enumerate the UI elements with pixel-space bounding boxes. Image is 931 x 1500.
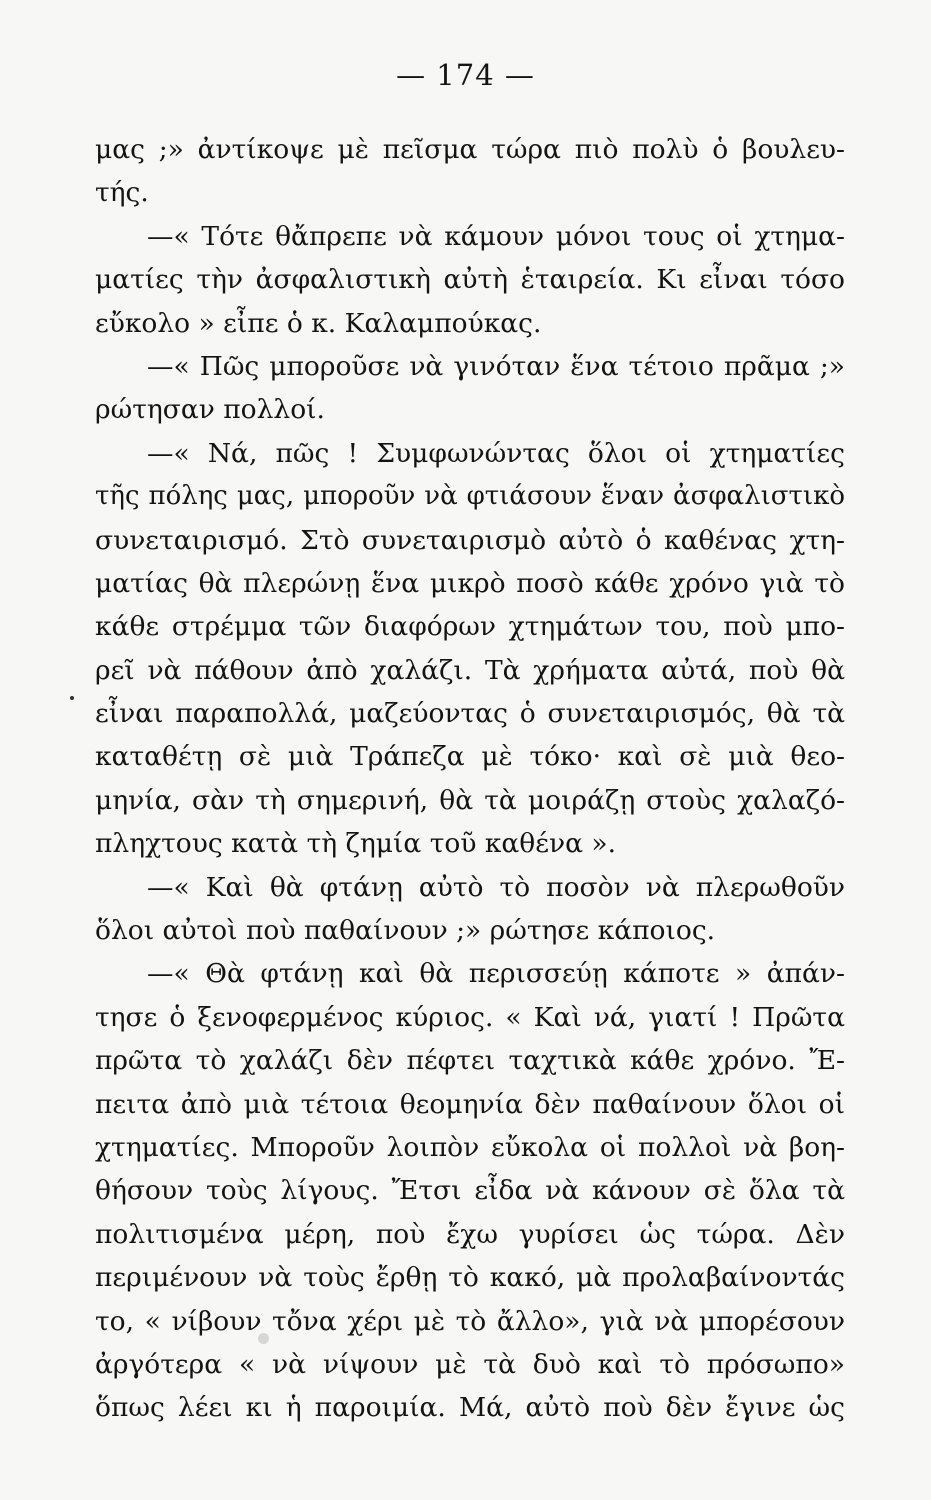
text-line: —« Θὰ φτάνῃ καὶ θὰ περισσεύῃ κάποτε » ἀπάν- — [147, 958, 845, 990]
text-line: —« Πῶς μποροῦσε νὰ γινόταν ἕνα τέτοιο πρᾶμα ;» — [147, 350, 845, 382]
text-line: —« Νά, πῶς ! Συμφωνώντας ὅλοι οἱ χτηματίες — [147, 437, 845, 469]
text-line: ἀργότερα « νὰ νίψουν μὲ τὰ δυὸ καὶ τὸ πρόσωπο» — [95, 1348, 845, 1380]
text-line: τής. — [95, 177, 149, 209]
text-line: ρεῖ νὰ πάθουν ἀπὸ χαλάζι. Τὰ χρήματα αὐτά, ποὺ θὰ — [95, 654, 845, 686]
page-number: — 174 — — [396, 58, 535, 92]
text-line: εἶναι παραπολλά, μαζεύοντας ὁ συνεταιρισμός, θὰ τὰ — [95, 698, 845, 730]
text-line: ὅλοι αὐτοὶ ποὺ παθαίνουν ;» ρώτησε κάποιος. — [95, 915, 716, 947]
text-line: —« Καὶ θὰ φτάνῃ αὐτὸ τὸ ποσὸν νὰ πλερωθοῦν — [147, 871, 845, 903]
text-line: πειτα ἀπὸ μιὰ τέτοια θεομηνία δὲν παθαίνουν ὅλοι οἱ — [95, 1088, 845, 1120]
text-line: συνεταιρισμό. Στὸ συνεταιρισμὸ αὐτὸ ὁ καθένας χτη- — [95, 524, 845, 556]
text-line: μηνία, σὰν τὴ σημερινή, θὰ τὰ μοιράζῃ στοὺς χαλαζό- — [95, 784, 845, 816]
text-line: χτηματίες. Μποροῦν λοιπὸν εὔκολα οἱ πολλοὶ νὰ βοη- — [95, 1131, 845, 1163]
text-line: περιμένουν νὰ τοὺς ἔρθῃ τὸ κακό, μὰ προλαβαίνοντάς — [95, 1262, 845, 1294]
body-text — [95, 128, 845, 1430]
margin-mark — [70, 696, 74, 700]
text-line: ὅπως λέει κι ἡ παροιμία. Μά, αὐτὸ ποὺ δὲν ἔγινε ὡς — [95, 1392, 845, 1424]
text-line: πολιτισμένα μέρη, ποὺ ἔχω γυρίσει ὡς τώρα. Δὲν — [95, 1218, 845, 1250]
text-line: ρώτησαν πολλοί. — [95, 394, 325, 426]
text-line: το, « νίβουν τὄνα χέρι μὲ τὸ ἄλλο», γιὰ νὰ μπορέσουν — [95, 1305, 845, 1337]
text-line: ματίες τὴν ἀσφαλιστικὴ αὐτὴ ἑταιρεία. Κι εἶναι τόσο — [95, 264, 845, 296]
text-line: καταθέτῃ σὲ μιὰ Τράπεζα μὲ τόκο· καὶ σὲ μιὰ θεο- — [95, 741, 845, 773]
text-line: θήσουν τοὺς λίγους. Ἔτσι εἶδα νὰ κάνουν σὲ ὅλα τὰ — [95, 1175, 845, 1207]
text-line: τησε ὁ ξενοφερμένος κύριος. « Καὶ νά, γιατί ! Πρῶτα — [95, 1001, 845, 1033]
text-line: —« Τότε θἄπρεπε νὰ κάμουν μόνοι τους οἱ χτημα- — [147, 220, 845, 252]
text-line: τῆς πόλης μας, μποροῦν νὰ φτιάσουν ἕναν ἀσφαλιστικὸ — [95, 481, 845, 512]
text-line: κάθε στρέμμα τῶν διαφόρων χτημάτων του, ποὺ μπο- — [95, 611, 845, 643]
text-line: πρῶτα τὸ χαλάζι δὲν πέφτει ταχτικὰ κάθε χρόνο. Ἔ- — [95, 1045, 845, 1077]
text-line: μας ;» ἀντίκοψε μὲ πεῖσμα τώρα πιὸ πολὺ ὁ βουλευ- — [95, 134, 845, 165]
text-line: πληχτους κατὰ τὴ ζημία τοῦ καθένα ». — [95, 828, 617, 860]
text-line: ματίας θὰ πλερώνῃ ἕνα μικρὸ ποσὸ κάθε χρόνο γιὰ τὸ — [95, 567, 845, 599]
text-line: εὔκολο » εἶπε ὁ κ. Καλαμπούκας. — [95, 307, 542, 339]
